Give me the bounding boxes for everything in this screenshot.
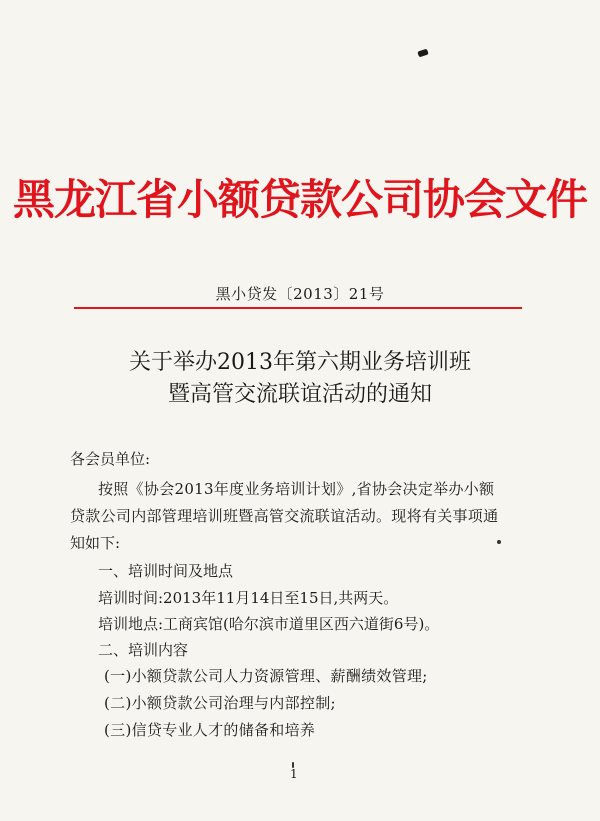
red-masthead: 黑龙江省小额贷款公司协会文件 [12, 175, 587, 224]
body-text-line: 贷款公司内部管理培训班暨高管交流联谊活动。现将有关事项通 [70, 507, 499, 525]
section-heading-content: 二、培训内容 [98, 641, 189, 659]
content-list-item: (一)小额贷款公司人力资源管理、薪酬绩效管理; [104, 667, 428, 685]
section-heading-time-place: 一、培训时间及地点 [98, 562, 234, 580]
body-text-line: 按照《协会2013年度业务培训计划》,省协会决定举办小额 [98, 480, 495, 498]
training-place: 培训地点:工商宾馆(哈尔滨市道里区西六道街6号)。 [98, 615, 440, 633]
content-list-item: (二)小额贷款公司治理与内部控制; [104, 694, 336, 712]
document-number: 黑小贷发〔2013〕21号 [215, 285, 385, 303]
notice-title-line-2: 暨高管交流联谊活动的通知 [167, 382, 432, 407]
training-time: 培训时间:2013年11月14日至15日,共两天。 [98, 589, 399, 607]
ink-mark [417, 49, 428, 58]
body-text-line: 知如下: [70, 534, 121, 552]
page-number: 1 [290, 767, 298, 781]
red-divider-line [74, 307, 522, 309]
salutation: 各会员单位: [70, 450, 151, 468]
notice-title-line-1: 关于举办2013年第六期业务培训班 [129, 350, 471, 375]
content-list-item: (三)信贷专业人才的储备和培养 [104, 721, 316, 739]
ink-speck [497, 540, 501, 544]
